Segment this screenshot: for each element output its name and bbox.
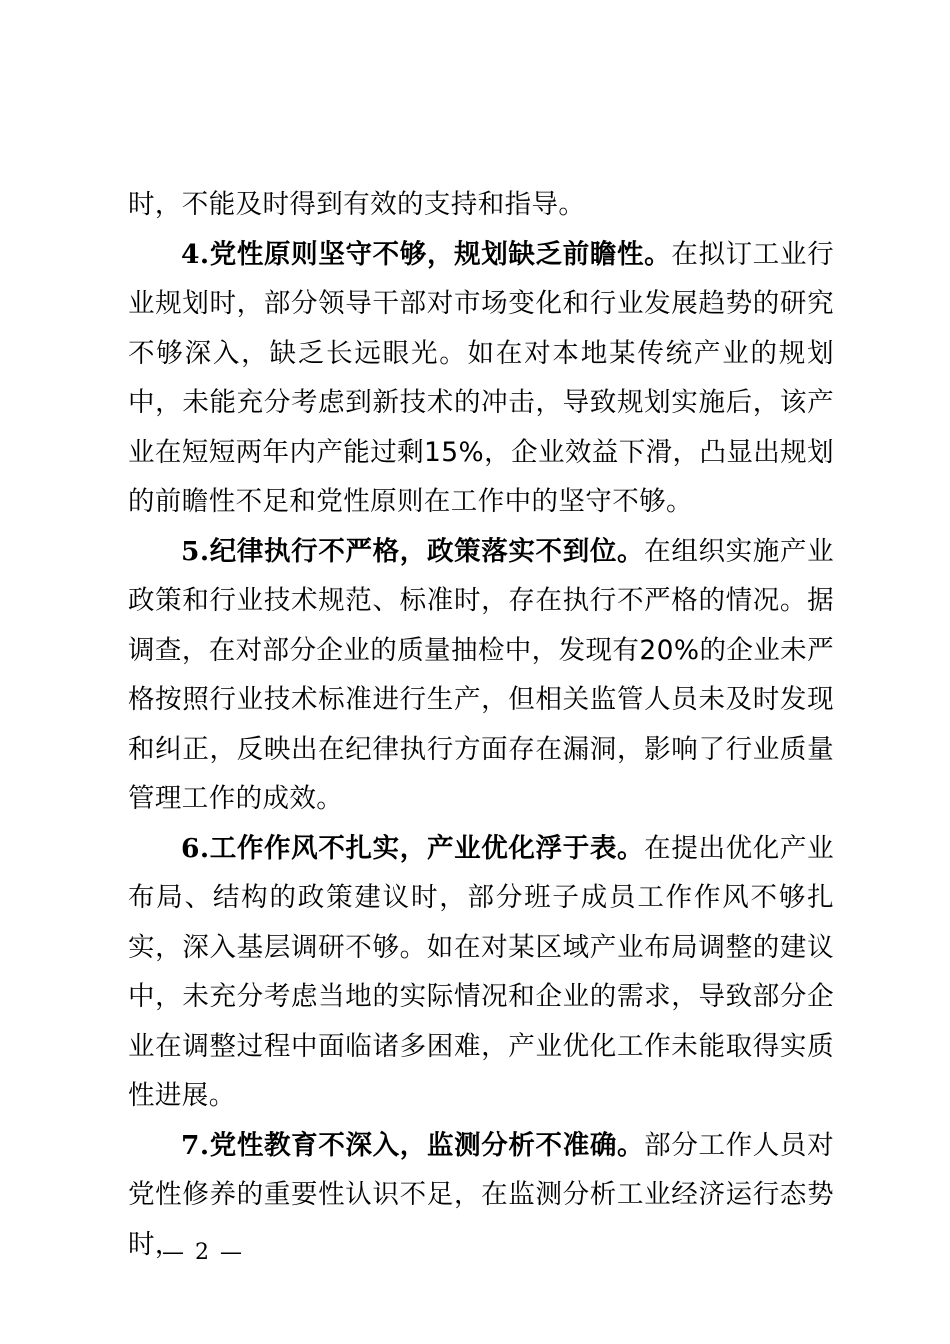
paragraph-body: 在组织实施产业政策和行业技术规范、标准时，存在执行不严格的情况。据调查，在对部分企业的质量抽检中，发现有20%的企业未严格按照行业技术标准进行生产，但相关监管人员未及时发现和纠正，反映出在纪律执行方面存在漏洞，影响了行业质量管理工作的成效。 (128, 535, 834, 814)
item-number: 5. (181, 535, 210, 567)
item-heading: 党性原则坚守不够，规划缺乏前瞻性。 (209, 238, 672, 270)
item-number: 7. (181, 1129, 210, 1161)
item-heading: 工作作风不扎实，产业优化浮于表。 (209, 832, 645, 864)
paragraph-body: 部分工作人员对党性修养的重要性认识不足，在监测分析工业经济运行态势时， (128, 1129, 834, 1260)
document-body (128, 180, 834, 1269)
paragraph-item-4 (128, 230, 834, 527)
paragraph-item-5 (128, 527, 834, 824)
paragraph-body: 在拟订工业行业规划时，部分领导干部对市场变化和行业发展趋势的研究不够深入，缺乏长远眼光。如在对本地某传统产业的规划中，未能充分考虑到新技术的冲击，导致规划实施后，该产业在短短两年内产能过剩15%，企业效益下滑，凸显出规划的前瞻性不足和党性原则在工作中的坚守不够。 (128, 238, 834, 517)
paragraph-body: 在提出优化产业布局、结构的政策建议时，部分班子成员工作作风不够扎实，深入基层调研不够。如在对某区域产业布局调整的建议中，未充分考虑当地的实际情况和企业的需求，导致部分企业在调整过程中面临诸多困难，产业优化工作未能取得实质性进展。 (128, 832, 834, 1111)
paragraph-continuation (128, 180, 834, 230)
item-heading: 纪律执行不严格，政策落实不到位。 (209, 535, 645, 567)
item-heading: 党性教育不深入，监测分析不准确。 (209, 1129, 645, 1161)
paragraph-item-6 (128, 824, 834, 1121)
item-number: 4. (181, 238, 210, 270)
paragraph-body: 时，不能及时得到有效的支持和指导。 (128, 189, 586, 220)
item-number: 6. (181, 832, 210, 864)
page-number: — 2 — (162, 1240, 244, 1265)
